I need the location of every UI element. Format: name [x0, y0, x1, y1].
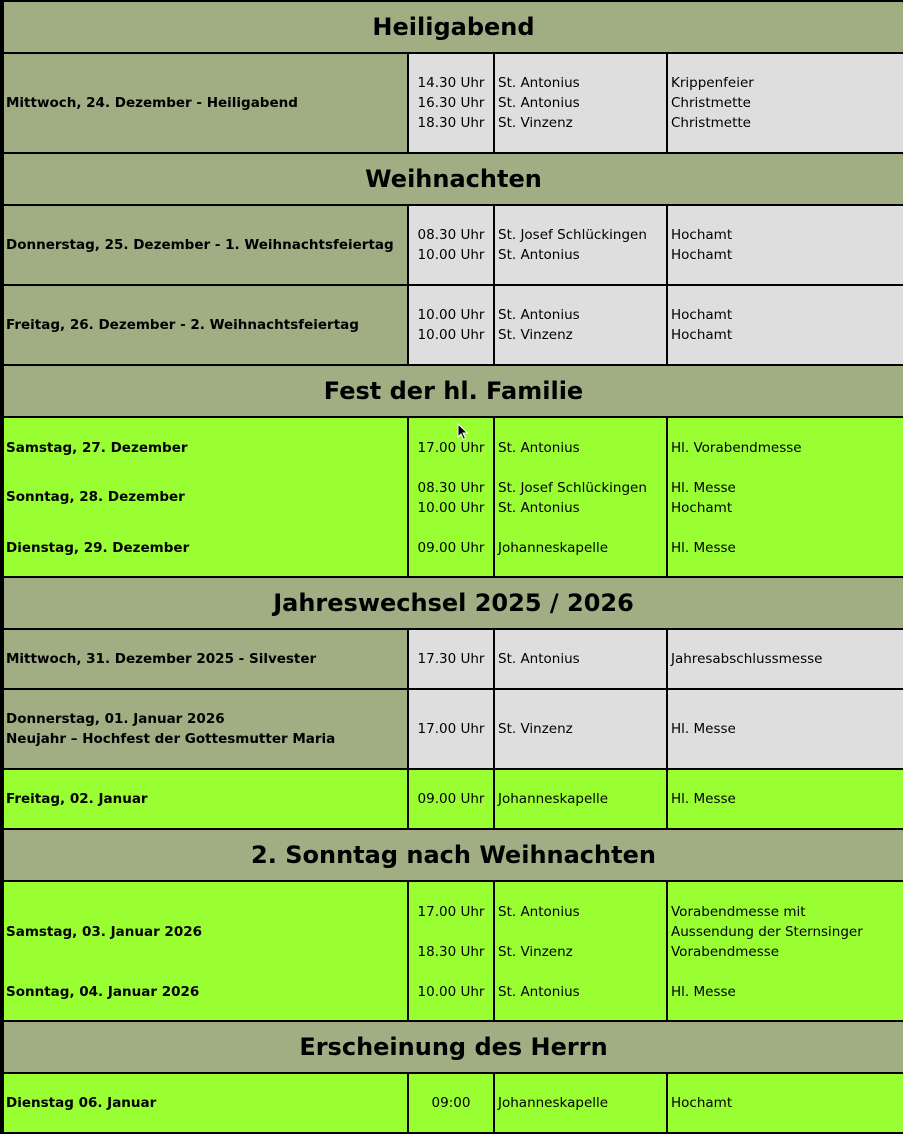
- time-value: 17.00 Uhr: [417, 904, 485, 920]
- table-row: [4, 690, 903, 770]
- time-value: 10.00 Uhr: [417, 327, 485, 343]
- section-title: Erscheinung des Herrn: [299, 1033, 608, 1061]
- table-row: [4, 54, 903, 154]
- date-cell: [4, 206, 409, 284]
- time-cell: [409, 882, 495, 1020]
- service-value: Hochamt: [671, 307, 733, 323]
- place-cell: [495, 882, 668, 1020]
- time-value: 09.00 Uhr: [417, 540, 485, 556]
- place-value: St. Vinzenz: [498, 115, 573, 131]
- time-value: 10.00 Uhr: [417, 500, 485, 516]
- place-value: St. Antonius: [498, 500, 580, 516]
- time-value: 14.30 Uhr: [417, 75, 485, 91]
- time-cell: [409, 630, 495, 688]
- mouse-pointer-icon: [457, 423, 469, 441]
- service-value: Hochamt: [671, 327, 733, 343]
- place-cell: [495, 54, 668, 152]
- section-title: 2. Sonntag nach Weihnachten: [251, 841, 656, 869]
- place-value: St. Vinzenz: [498, 944, 573, 960]
- service-value: Hl. Vorabendmesse: [671, 440, 802, 456]
- place-value: St. Antonius: [498, 307, 580, 323]
- table-row: [4, 286, 903, 366]
- time-value: 17.30 Uhr: [417, 651, 485, 667]
- time-value: 17.00 Uhr: [417, 721, 485, 737]
- service-cell: [668, 882, 903, 1020]
- place-value: Johanneskapelle: [498, 540, 609, 556]
- time-value: 17.00 Uhr: [417, 440, 485, 456]
- service-value: Hl. Messe: [671, 540, 736, 556]
- table-row: [4, 1074, 903, 1132]
- date-label: Neujahr – Hochfest der Gottesmutter Maria: [6, 731, 336, 747]
- section-header-erscheinung-des-herrn: [4, 1022, 903, 1074]
- place-value: St. Antonius: [498, 904, 580, 920]
- place-value: St. Antonius: [498, 440, 580, 456]
- date-cell: [4, 54, 409, 152]
- table-row: [4, 418, 903, 578]
- place-cell: [495, 286, 668, 364]
- place-value: St. Vinzenz: [498, 721, 573, 737]
- time-cell: [409, 690, 495, 768]
- date-label: Freitag, 02. Januar: [6, 791, 148, 807]
- section-title: Heiligabend: [372, 13, 535, 41]
- service-value: Christmette: [671, 95, 751, 111]
- date-label: Mittwoch, 31. Dezember 2025 - Silvester: [6, 651, 317, 667]
- table-row: [4, 770, 903, 830]
- date-label: Sonntag, 28. Dezember: [6, 489, 185, 505]
- place-cell: [495, 690, 668, 768]
- date-cell: [4, 286, 409, 364]
- date-cell: [4, 770, 409, 828]
- place-value: St. Antonius: [498, 247, 580, 263]
- time-value: 10.00 Uhr: [417, 307, 485, 323]
- place-value: St. Antonius: [498, 95, 580, 111]
- place-value: St. Antonius: [498, 75, 580, 91]
- place-value: Johanneskapelle: [498, 791, 609, 807]
- time-cell: [409, 418, 495, 576]
- service-cell: [668, 286, 903, 364]
- service-cell: [668, 630, 903, 688]
- date-label: Donnerstag, 01. Januar 2026: [6, 711, 225, 727]
- service-value: Vorabendmesse mit: [671, 904, 806, 920]
- time-value: 18.30 Uhr: [417, 944, 485, 960]
- time-value: 10.00 Uhr: [417, 247, 485, 263]
- service-cell: [668, 418, 903, 576]
- service-value: Jahresabschlussmesse: [671, 651, 823, 667]
- time-value: 18.30 Uhr: [417, 115, 485, 131]
- place-cell: [495, 1074, 668, 1132]
- service-cell: [668, 54, 903, 152]
- date-label: Mittwoch, 24. Dezember - Heiligabend: [6, 95, 298, 111]
- table-row: [4, 206, 903, 286]
- service-cell: [668, 770, 903, 828]
- place-value: St. Josef Schlückingen: [498, 227, 647, 243]
- time-value: 09.00 Uhr: [417, 791, 485, 807]
- service-cell: [668, 206, 903, 284]
- section-header-2-sonntag-nach-weihnachten: [4, 830, 903, 882]
- section-header-weihnachten: [4, 154, 903, 206]
- time-value: 09:00: [431, 1095, 471, 1111]
- date-label: Sonntag, 04. Januar 2026: [6, 984, 200, 1000]
- service-value: Vorabendmesse: [671, 944, 780, 960]
- service-value: Krippenfeier: [671, 75, 754, 91]
- date-cell: [4, 882, 409, 1020]
- service-cell: [668, 690, 903, 768]
- service-value: Christmette: [671, 115, 751, 131]
- time-value: 10.00 Uhr: [417, 984, 485, 1000]
- place-value: St. Antonius: [498, 651, 580, 667]
- time-cell: [409, 54, 495, 152]
- date-label: Samstag, 27. Dezember: [6, 440, 188, 456]
- date-cell: [4, 630, 409, 688]
- date-cell: [4, 1074, 409, 1132]
- section-header-jahreswechsel: [4, 578, 903, 630]
- time-cell: [409, 286, 495, 364]
- service-value: Hl. Messe: [671, 480, 736, 496]
- place-cell: [495, 630, 668, 688]
- service-value: Hl. Messe: [671, 791, 736, 807]
- date-cell: [4, 418, 409, 576]
- service-value: Hl. Messe: [671, 984, 736, 1000]
- time-value: 16.30 Uhr: [417, 95, 485, 111]
- place-value: St. Josef Schlückingen: [498, 480, 647, 496]
- service-value: Hochamt: [671, 1095, 733, 1111]
- date-label: Dienstag 06. Januar: [6, 1095, 157, 1111]
- date-label: Freitag, 26. Dezember - 2. Weihnachtsfeiertag: [6, 317, 359, 333]
- section-title: Weihnachten: [365, 165, 542, 193]
- time-cell: [409, 770, 495, 828]
- place-cell: [495, 770, 668, 828]
- service-value: Hochamt: [671, 247, 733, 263]
- place-value: St. Vinzenz: [498, 327, 573, 343]
- service-value: Hochamt: [671, 500, 733, 516]
- section-header-fest-der-hl-familie: [4, 366, 903, 418]
- place-value: St. Antonius: [498, 984, 580, 1000]
- table-row: [4, 882, 903, 1022]
- section-title: Fest der hl. Familie: [323, 377, 584, 405]
- date-cell: [4, 690, 409, 768]
- service-value: Hochamt: [671, 227, 733, 243]
- service-value: Aussendung der Sternsinger: [671, 924, 863, 940]
- time-cell: [409, 1074, 495, 1132]
- section-header-heiligabend: [4, 2, 903, 54]
- date-label: Donnerstag, 25. Dezember - 1. Weihnachtsfeiertag: [6, 237, 394, 253]
- service-value: Hl. Messe: [671, 721, 736, 737]
- date-label: Dienstag, 29. Dezember: [6, 540, 190, 556]
- service-cell: [668, 1074, 903, 1132]
- date-label: Samstag, 03. Januar 2026: [6, 924, 203, 940]
- place-value: Johanneskapelle: [498, 1095, 609, 1111]
- section-title: Jahreswechsel 2025 / 2026: [273, 589, 634, 617]
- place-cell: [495, 206, 668, 284]
- time-cell: [409, 206, 495, 284]
- place-cell: [495, 418, 668, 576]
- table-row: [4, 630, 903, 690]
- time-value: 08.30 Uhr: [417, 227, 485, 243]
- time-value: 08.30 Uhr: [417, 480, 485, 496]
